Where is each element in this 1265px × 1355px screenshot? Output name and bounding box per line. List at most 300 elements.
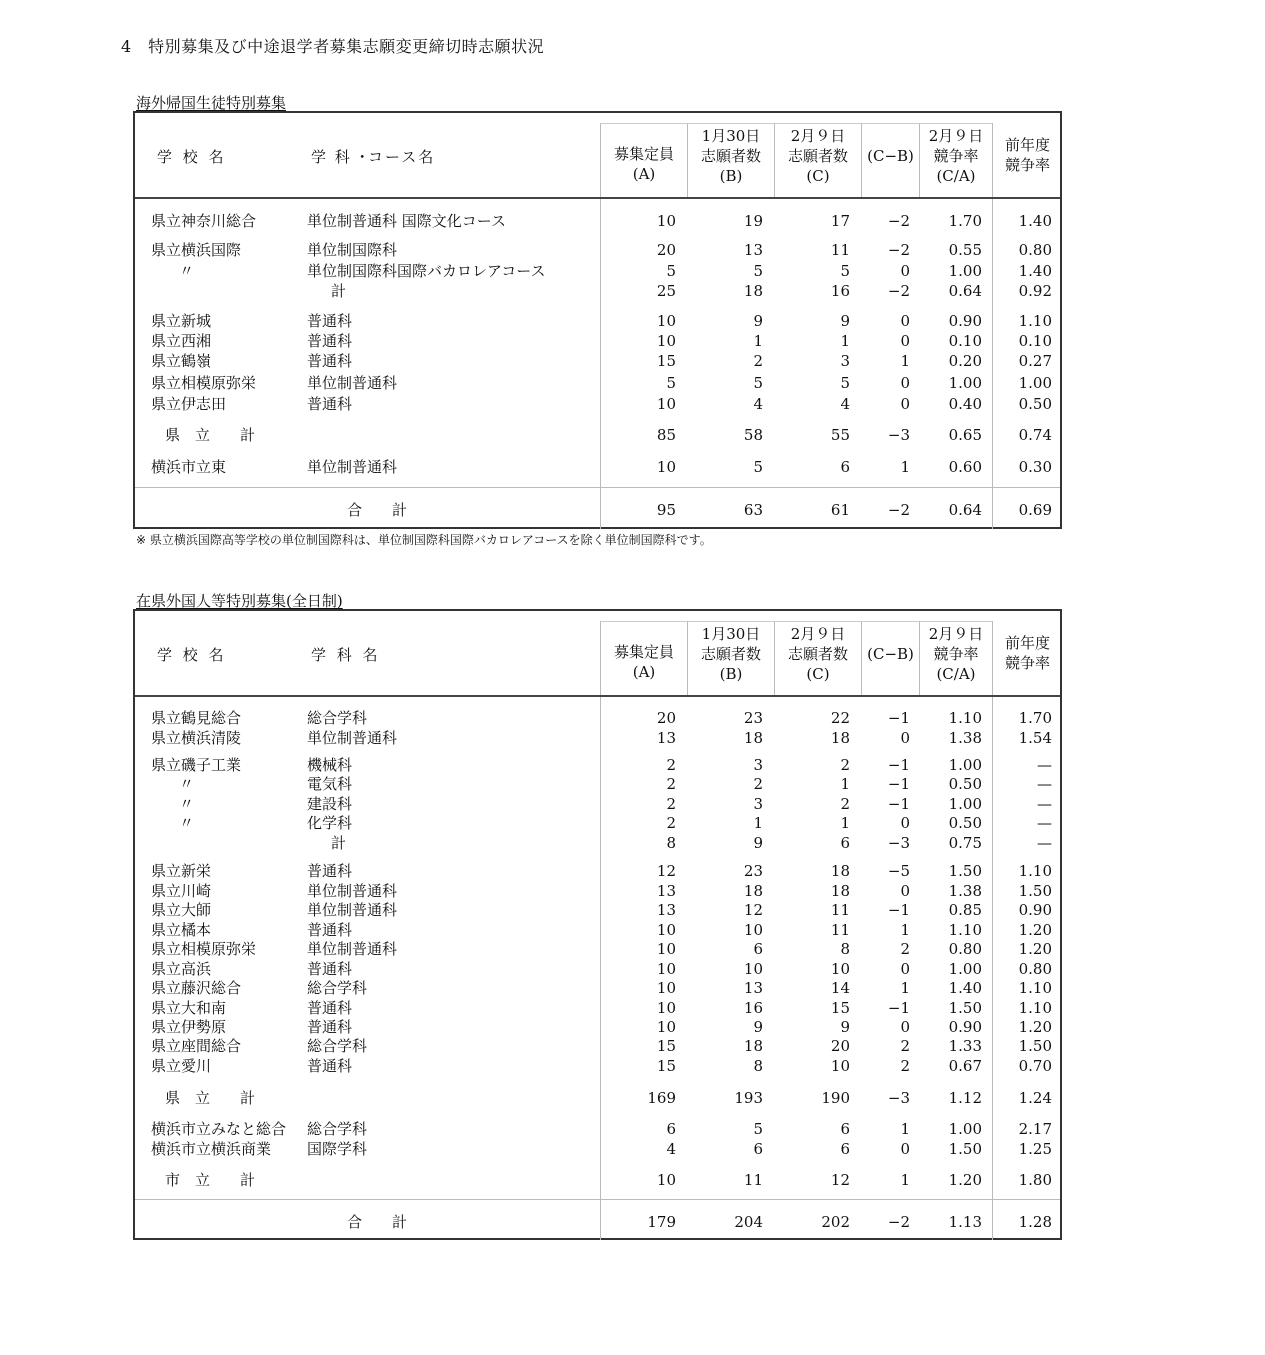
cell-d: −1 bbox=[887, 999, 910, 1017]
cell-d: −2 bbox=[887, 282, 910, 300]
total-e: 1.13 bbox=[948, 1213, 982, 1231]
col-e bbox=[919, 621, 992, 695]
cell-school: 県立伊志田 bbox=[151, 395, 227, 413]
cell-d: −1 bbox=[887, 775, 910, 793]
cell-f: 0.10 bbox=[1018, 332, 1052, 350]
cell-c: 18 bbox=[830, 882, 850, 900]
cell-school: 県立川崎 bbox=[151, 882, 212, 900]
cell-d: −3 bbox=[887, 834, 910, 852]
table-row bbox=[135, 281, 1060, 301]
cell-f: — bbox=[1037, 834, 1052, 852]
cell-b: 23 bbox=[743, 862, 763, 880]
cell-b: 9 bbox=[753, 1018, 763, 1036]
cell-dept: 普通科 bbox=[307, 862, 353, 880]
cell-e: 1.00 bbox=[948, 756, 982, 774]
cell-b: 10 bbox=[743, 960, 763, 978]
cell-a: 169 bbox=[647, 1089, 676, 1107]
cell-e: 0.10 bbox=[948, 332, 982, 350]
col-b-line1: 1月30日 bbox=[701, 127, 761, 145]
cell-e: 1.70 bbox=[948, 212, 982, 230]
table-row bbox=[135, 1017, 1060, 1037]
cell-c: 22 bbox=[830, 709, 850, 727]
cell-b: 5 bbox=[753, 1120, 763, 1138]
cell-dept: 普通科 bbox=[307, 1057, 353, 1075]
total-d: −2 bbox=[887, 1213, 910, 1231]
table-row bbox=[135, 1088, 1060, 1108]
cell-d: −1 bbox=[887, 709, 910, 727]
cell-dept: 普通科 bbox=[307, 352, 353, 370]
cell-school: 〃 bbox=[179, 814, 195, 832]
col-b-line2: 志願者数 bbox=[700, 147, 761, 165]
cell-c: 190 bbox=[821, 1089, 850, 1107]
cell-a: 10 bbox=[656, 312, 676, 330]
col-a-line1: 募集定員 bbox=[613, 145, 674, 163]
cell-d: −1 bbox=[887, 795, 910, 813]
cell-school: 県 立 計 bbox=[165, 1089, 256, 1107]
table-row bbox=[135, 939, 1060, 959]
cell-a: 10 bbox=[656, 940, 676, 958]
cell-e: 0.65 bbox=[948, 426, 982, 444]
table-row bbox=[135, 813, 1060, 833]
cell-school: 県立新栄 bbox=[151, 862, 212, 880]
cell-e: 1.00 bbox=[948, 960, 982, 978]
cell-d: −3 bbox=[887, 1089, 910, 1107]
cell-dept: 普通科 bbox=[307, 332, 353, 350]
cell-dept: 普通科 bbox=[307, 921, 353, 939]
col-b-line3: (B) bbox=[719, 665, 743, 683]
cell-b: 23 bbox=[743, 709, 763, 727]
cell-a: 10 bbox=[656, 395, 676, 413]
col-c-line3: (C) bbox=[806, 167, 830, 185]
cell-c: 9 bbox=[840, 1018, 850, 1036]
cell-b: 5 bbox=[753, 262, 763, 280]
cell-e: 0.67 bbox=[948, 1057, 982, 1075]
cell-f: 0.27 bbox=[1018, 352, 1052, 370]
cell-f: 0.92 bbox=[1018, 282, 1052, 300]
cell-d: 2 bbox=[900, 940, 910, 958]
cell-a: 20 bbox=[656, 241, 676, 259]
col-dept-course: 学 科 ･コース名 bbox=[311, 148, 436, 166]
cell-c: 2 bbox=[840, 795, 850, 813]
table-row bbox=[135, 457, 1060, 477]
cell-f: 1.20 bbox=[1018, 1018, 1052, 1036]
cell-c: 5 bbox=[840, 262, 850, 280]
col-f-line2: 競争率 bbox=[1004, 156, 1050, 174]
col-a bbox=[600, 123, 687, 197]
cell-e: 0.50 bbox=[948, 814, 982, 832]
cell-school: 県立神奈川総合 bbox=[151, 212, 257, 230]
cell-c: 8 bbox=[840, 940, 850, 958]
cell-dept: 単位制普通科 bbox=[307, 458, 398, 476]
total-row bbox=[135, 500, 1060, 520]
cell-f: 0.30 bbox=[1018, 458, 1052, 476]
footnote: ※ 県立横浜国際高等学校の単位制国際科は、単位制国際科国際バカロレアコースを除く単位制国際科です。 bbox=[136, 533, 712, 547]
total-f: 1.28 bbox=[1018, 1213, 1052, 1231]
cell-f: 0.80 bbox=[1018, 960, 1052, 978]
cell-a: 10 bbox=[656, 960, 676, 978]
cell-f: 1.50 bbox=[1018, 1037, 1052, 1055]
cell-c: 55 bbox=[830, 426, 850, 444]
total-row bbox=[135, 1212, 1060, 1232]
cell-a: 10 bbox=[656, 979, 676, 997]
col-e-line1: 2月９日 bbox=[928, 127, 984, 145]
cell-school: 〃 bbox=[179, 775, 195, 793]
col-e-line2: 競争率 bbox=[933, 645, 979, 663]
cell-c: 15 bbox=[830, 999, 850, 1017]
cell-c: 1 bbox=[840, 814, 850, 832]
table-row bbox=[135, 1139, 1060, 1159]
cell-e: 0.85 bbox=[948, 901, 982, 919]
cell-b: 2 bbox=[753, 775, 763, 793]
cell-d: −5 bbox=[887, 862, 910, 880]
cell-f: 0.80 bbox=[1018, 241, 1052, 259]
cell-a: 25 bbox=[656, 282, 676, 300]
cell-f: 0.74 bbox=[1018, 426, 1052, 444]
col-b-line2: 志願者数 bbox=[700, 645, 761, 663]
total-f: 0.69 bbox=[1018, 501, 1052, 519]
cell-f: 1.40 bbox=[1018, 262, 1052, 280]
table-row bbox=[135, 1036, 1060, 1056]
cell-a: 10 bbox=[656, 999, 676, 1017]
cell-dept: 普通科 bbox=[307, 1018, 353, 1036]
cell-school: 県立高浜 bbox=[151, 960, 212, 978]
col-b-line1: 1月30日 bbox=[701, 625, 761, 643]
cell-dept: 総合学科 bbox=[307, 1037, 368, 1055]
table-row bbox=[135, 755, 1060, 775]
cell-f: — bbox=[1037, 775, 1052, 793]
cell-e: 1.00 bbox=[948, 1120, 982, 1138]
cell-dept: 普通科 bbox=[307, 395, 353, 413]
cell-a: 8 bbox=[666, 834, 676, 852]
cell-a: 5 bbox=[666, 374, 676, 392]
cell-a: 20 bbox=[656, 709, 676, 727]
cell-f: 1.24 bbox=[1018, 1089, 1052, 1107]
cell-a: 2 bbox=[666, 814, 676, 832]
cell-e: 0.50 bbox=[948, 775, 982, 793]
total-a: 95 bbox=[656, 501, 676, 519]
table-row bbox=[135, 240, 1060, 260]
cell-d: −2 bbox=[887, 241, 910, 259]
cell-school: 県 立 計 bbox=[165, 426, 256, 444]
col-b bbox=[687, 123, 774, 197]
cell-school: 県立横浜清陵 bbox=[151, 729, 242, 747]
cell-school: 県立横浜国際 bbox=[151, 241, 242, 259]
col-d-line1: (C−B) bbox=[867, 645, 914, 663]
cell-c: 16 bbox=[830, 282, 850, 300]
cell-school: 横浜市立みなと総合 bbox=[151, 1120, 287, 1138]
cell-e: 1.50 bbox=[948, 999, 982, 1017]
cell-a: 10 bbox=[656, 332, 676, 350]
cell-e: 1.33 bbox=[948, 1037, 982, 1055]
cell-school: 市 立 計 bbox=[165, 1171, 256, 1189]
cell-f: 2.17 bbox=[1018, 1120, 1052, 1138]
cell-f: 1.20 bbox=[1018, 940, 1052, 958]
cell-school: 〃 bbox=[179, 795, 195, 813]
col-e-line2: 競争率 bbox=[933, 147, 979, 165]
table-row bbox=[135, 373, 1060, 393]
cell-f: 1.00 bbox=[1018, 374, 1052, 392]
table-row bbox=[135, 881, 1060, 901]
col-dept: 学 科 名 bbox=[311, 646, 381, 664]
cell-e: 1.20 bbox=[948, 1171, 982, 1189]
cell-b: 18 bbox=[743, 729, 763, 747]
cell-d: 0 bbox=[900, 1140, 910, 1158]
cell-c: 6 bbox=[840, 834, 850, 852]
col-school: 学 校 名 bbox=[157, 646, 227, 664]
cell-e: 1.10 bbox=[948, 709, 982, 727]
cell-school: 県立西湘 bbox=[151, 332, 212, 350]
table-row bbox=[135, 1119, 1060, 1139]
cell-dept: 計 bbox=[331, 282, 347, 300]
cell-c: 4 bbox=[840, 395, 850, 413]
cell-b: 12 bbox=[743, 901, 763, 919]
cell-f: 1.50 bbox=[1018, 882, 1052, 900]
cell-e: 0.60 bbox=[948, 458, 982, 476]
cell-e: 0.64 bbox=[948, 282, 982, 300]
table-returnee bbox=[133, 111, 1062, 529]
cell-b: 10 bbox=[743, 921, 763, 939]
cell-d: 0 bbox=[900, 262, 910, 280]
cell-dept: 国際学科 bbox=[307, 1140, 368, 1158]
cell-b: 18 bbox=[743, 282, 763, 300]
cell-c: 20 bbox=[830, 1037, 850, 1055]
cell-d: 1 bbox=[900, 979, 910, 997]
col-c-line1: 2月９日 bbox=[790, 625, 846, 643]
cell-e: 1.10 bbox=[948, 921, 982, 939]
total-c: 202 bbox=[821, 1213, 850, 1231]
cell-a: 13 bbox=[656, 901, 676, 919]
cell-d: −1 bbox=[887, 756, 910, 774]
total-e: 0.64 bbox=[948, 501, 982, 519]
col-b-line3: (B) bbox=[719, 167, 743, 185]
cell-d: 2 bbox=[900, 1037, 910, 1055]
col-f-line1: 前年度 bbox=[1004, 136, 1050, 154]
cell-school: 県立大師 bbox=[151, 901, 212, 919]
table-row bbox=[135, 351, 1060, 371]
cell-f: 1.70 bbox=[1018, 709, 1052, 727]
total-b: 63 bbox=[743, 501, 763, 519]
table-row bbox=[135, 425, 1060, 445]
cell-school: 県立相模原弥栄 bbox=[151, 940, 257, 958]
cell-a: 10 bbox=[656, 1018, 676, 1036]
table-row bbox=[135, 211, 1060, 231]
cell-f: 1.10 bbox=[1018, 312, 1052, 330]
cell-f: 1.25 bbox=[1018, 1140, 1052, 1158]
cell-b: 16 bbox=[743, 999, 763, 1017]
cell-c: 17 bbox=[830, 212, 850, 230]
cell-dept: 単位制普通科 bbox=[307, 901, 398, 919]
table-row bbox=[135, 728, 1060, 748]
cell-c: 12 bbox=[830, 1171, 850, 1189]
cell-f: 1.10 bbox=[1018, 999, 1052, 1017]
cell-school: 横浜市立横浜商業 bbox=[151, 1140, 272, 1158]
cell-school: 横浜市立東 bbox=[151, 458, 227, 476]
cell-b: 5 bbox=[753, 374, 763, 392]
cell-dept: 総合学科 bbox=[307, 979, 368, 997]
cell-a: 2 bbox=[666, 756, 676, 774]
cell-dept: 総合学科 bbox=[307, 1120, 368, 1138]
col-e-line3: (C/A) bbox=[936, 665, 976, 683]
cell-f: 0.70 bbox=[1018, 1057, 1052, 1075]
cell-e: 0.90 bbox=[948, 1018, 982, 1036]
cell-d: 0 bbox=[900, 374, 910, 392]
cell-b: 2 bbox=[753, 352, 763, 370]
table-row bbox=[135, 1056, 1060, 1076]
cell-school: 県立磯子工業 bbox=[151, 756, 242, 774]
cell-c: 1 bbox=[840, 775, 850, 793]
cell-d: 0 bbox=[900, 332, 910, 350]
cell-f: — bbox=[1037, 814, 1052, 832]
table-header bbox=[135, 113, 1060, 199]
col-c bbox=[774, 123, 861, 197]
cell-a: 10 bbox=[656, 921, 676, 939]
cell-a: 2 bbox=[666, 795, 676, 813]
table-foreign bbox=[133, 609, 1062, 1240]
cell-c: 5 bbox=[840, 374, 850, 392]
cell-e: 0.40 bbox=[948, 395, 982, 413]
cell-c: 18 bbox=[830, 862, 850, 880]
col-e bbox=[919, 123, 992, 197]
cell-e: 0.90 bbox=[948, 312, 982, 330]
section-title-returnee: 海外帰国生徒特別募集 bbox=[136, 94, 287, 112]
table-row bbox=[135, 959, 1060, 979]
cell-f: 1.80 bbox=[1018, 1171, 1052, 1189]
cell-d: −3 bbox=[887, 426, 910, 444]
col-f-line2: 競争率 bbox=[1004, 654, 1050, 672]
cell-d: 1 bbox=[900, 921, 910, 939]
cell-f: 1.40 bbox=[1018, 212, 1052, 230]
cell-b: 3 bbox=[753, 756, 763, 774]
cell-a: 12 bbox=[656, 862, 676, 880]
total-b: 204 bbox=[734, 1213, 763, 1231]
cell-c: 9 bbox=[840, 312, 850, 330]
cell-school: 県立座間総合 bbox=[151, 1037, 242, 1055]
cell-d: 0 bbox=[900, 882, 910, 900]
cell-e: 1.50 bbox=[948, 862, 982, 880]
table-body bbox=[135, 697, 1060, 1240]
cell-e: 1.00 bbox=[948, 374, 982, 392]
cell-d: 0 bbox=[900, 960, 910, 978]
cell-b: 9 bbox=[753, 834, 763, 852]
cell-school: 県立藤沢総合 bbox=[151, 979, 242, 997]
cell-e: 1.40 bbox=[948, 979, 982, 997]
col-d-line1: (C−B) bbox=[867, 147, 914, 165]
cell-f: 1.10 bbox=[1018, 979, 1052, 997]
col-e-line1: 2月９日 bbox=[928, 625, 984, 643]
col-a-line2: (A) bbox=[632, 165, 656, 183]
cell-school: 県立鶴嶺 bbox=[151, 352, 212, 370]
cell-a: 13 bbox=[656, 882, 676, 900]
cell-school: 県立大和南 bbox=[151, 999, 227, 1017]
cell-b: 58 bbox=[743, 426, 763, 444]
total-a: 179 bbox=[647, 1213, 676, 1231]
cell-f: — bbox=[1037, 756, 1052, 774]
cell-c: 11 bbox=[830, 901, 850, 919]
cell-b: 9 bbox=[753, 312, 763, 330]
cell-b: 11 bbox=[743, 1171, 763, 1189]
table-row bbox=[135, 394, 1060, 414]
cell-e: 1.50 bbox=[948, 1140, 982, 1158]
total-d: −2 bbox=[887, 501, 910, 519]
cell-b: 6 bbox=[753, 940, 763, 958]
cell-d: 0 bbox=[900, 1018, 910, 1036]
cell-d: 1 bbox=[900, 1120, 910, 1138]
cell-c: 14 bbox=[830, 979, 850, 997]
table-body bbox=[135, 199, 1060, 529]
table-row bbox=[135, 708, 1060, 728]
table-header bbox=[135, 611, 1060, 697]
cell-a: 6 bbox=[666, 1120, 676, 1138]
cell-c: 11 bbox=[830, 241, 850, 259]
col-f-line1: 前年度 bbox=[1004, 634, 1050, 652]
cell-dept: 化学科 bbox=[307, 814, 353, 832]
col-c-line2: 志願者数 bbox=[787, 645, 848, 663]
cell-d: 1 bbox=[900, 1171, 910, 1189]
col-c-line3: (C) bbox=[806, 665, 830, 683]
cell-dept: 総合学科 bbox=[307, 709, 368, 727]
cell-c: 2 bbox=[840, 756, 850, 774]
cell-e: 1.38 bbox=[948, 882, 982, 900]
cell-school: 〃 bbox=[179, 262, 195, 280]
cell-c: 18 bbox=[830, 729, 850, 747]
cell-c: 6 bbox=[840, 1120, 850, 1138]
cell-a: 10 bbox=[656, 212, 676, 230]
cell-dept: 普通科 bbox=[307, 312, 353, 330]
table-row bbox=[135, 261, 1060, 281]
table-row bbox=[135, 900, 1060, 920]
col-d bbox=[861, 621, 919, 695]
cell-e: 0.55 bbox=[948, 241, 982, 259]
cell-school: 県立新城 bbox=[151, 312, 212, 330]
cell-a: 15 bbox=[656, 1037, 676, 1055]
table-row bbox=[135, 861, 1060, 881]
total-label: 合 計 bbox=[347, 501, 408, 519]
table-row bbox=[135, 774, 1060, 794]
cell-a: 10 bbox=[656, 1171, 676, 1189]
cell-d: 2 bbox=[900, 1057, 910, 1075]
cell-b: 18 bbox=[743, 1037, 763, 1055]
cell-a: 13 bbox=[656, 729, 676, 747]
cell-school: 県立愛川 bbox=[151, 1057, 212, 1075]
cell-f: 0.50 bbox=[1018, 395, 1052, 413]
col-d bbox=[861, 123, 919, 197]
table-row bbox=[135, 978, 1060, 998]
cell-school: 県立鶴見総合 bbox=[151, 709, 242, 727]
col-c-line2: 志願者数 bbox=[787, 147, 848, 165]
cell-a: 2 bbox=[666, 775, 676, 793]
cell-f: 1.10 bbox=[1018, 862, 1052, 880]
table-row bbox=[135, 920, 1060, 940]
cell-a: 85 bbox=[656, 426, 676, 444]
cell-a: 4 bbox=[666, 1140, 676, 1158]
cell-f: 1.20 bbox=[1018, 921, 1052, 939]
page-title: 4 特別募集及び中途退学者募集志願変更締切時志願状況 bbox=[121, 37, 545, 56]
cell-dept: 単位制普通科 bbox=[307, 940, 398, 958]
cell-dept: 電気科 bbox=[307, 775, 353, 793]
cell-dept: 単位制普通科 bbox=[307, 374, 398, 392]
cell-c: 3 bbox=[840, 352, 850, 370]
cell-school: 県立橘本 bbox=[151, 921, 212, 939]
cell-e: 1.00 bbox=[948, 795, 982, 813]
cell-dept: 普通科 bbox=[307, 999, 353, 1017]
cell-e: 1.12 bbox=[948, 1089, 982, 1107]
cell-a: 5 bbox=[666, 262, 676, 280]
table-row bbox=[135, 331, 1060, 351]
col-c-line1: 2月９日 bbox=[790, 127, 846, 145]
cell-d: −1 bbox=[887, 901, 910, 919]
cell-b: 6 bbox=[753, 1140, 763, 1158]
cell-dept: 単位制普通科 bbox=[307, 882, 398, 900]
